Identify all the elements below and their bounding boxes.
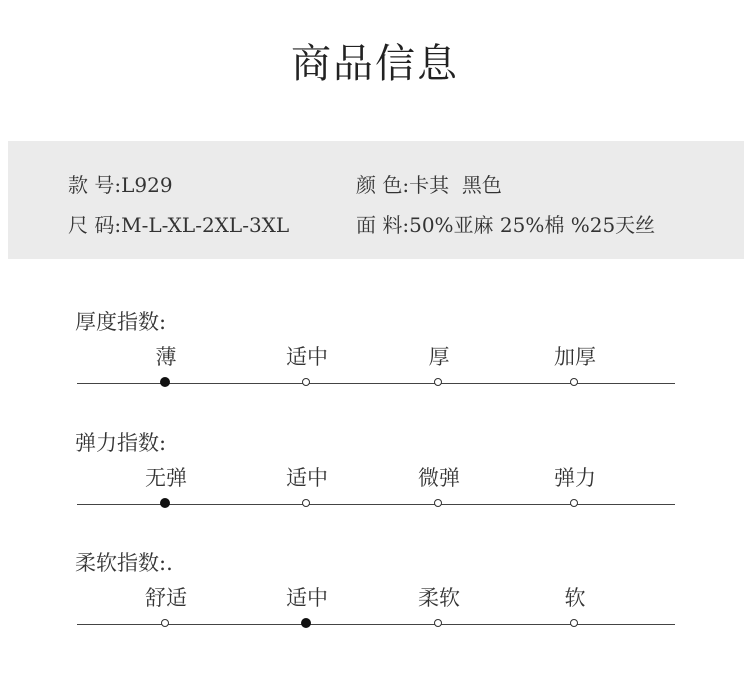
scale-option bbox=[505, 466, 645, 490]
fabric-label: 面 料: bbox=[356, 213, 410, 237]
size-label: 尺 码: bbox=[68, 213, 122, 237]
scale-option bbox=[237, 466, 377, 490]
thickness-scale bbox=[75, 306, 685, 416]
size-value: M-L-XL-2XL-3XL bbox=[121, 213, 290, 237]
scale-option bbox=[237, 345, 377, 369]
scale-option bbox=[369, 345, 509, 369]
size-row bbox=[68, 209, 289, 238]
elasticity-scale-title: 弹力指数: bbox=[75, 431, 167, 455]
scale-selected-dot bbox=[160, 377, 170, 387]
scale-dot bbox=[302, 499, 310, 507]
scale-option bbox=[369, 466, 509, 490]
scale-option bbox=[96, 345, 236, 369]
thickness-scale-title: 厚度指数: bbox=[75, 310, 167, 334]
scale-option bbox=[96, 586, 236, 610]
product-info-box bbox=[8, 141, 744, 259]
scale-dot bbox=[302, 378, 310, 386]
scale-selected-dot bbox=[301, 618, 311, 628]
color-row bbox=[356, 169, 502, 198]
scale-option-label: 适中 bbox=[286, 345, 328, 369]
style-number-row bbox=[68, 169, 173, 198]
scale-option-label: 软 bbox=[564, 586, 586, 610]
scale-option-label: 加厚 bbox=[554, 345, 596, 369]
softness-scale-title: 柔软指数:. bbox=[75, 551, 173, 575]
page-title: 商品信息 bbox=[291, 41, 459, 87]
scale-option-label: 微弹 bbox=[418, 466, 460, 490]
scale-option-label: 柔软 bbox=[418, 586, 460, 610]
style-number-value: L929 bbox=[121, 173, 173, 197]
scale-selected-dot bbox=[160, 498, 170, 508]
color-label: 颜 色: bbox=[356, 173, 410, 197]
scale-option-label: 适中 bbox=[286, 586, 328, 610]
scale-option bbox=[505, 586, 645, 610]
scale-option-label: 薄 bbox=[155, 345, 177, 369]
scale-option bbox=[237, 586, 377, 610]
scale-dot bbox=[161, 619, 169, 627]
scale-option-label: 无弹 bbox=[145, 466, 187, 490]
scale-option-label: 舒适 bbox=[145, 586, 187, 610]
scale-dot bbox=[434, 378, 442, 386]
elasticity-scale bbox=[75, 427, 685, 537]
scale-option-label: 厚 bbox=[428, 345, 450, 369]
scale-dot bbox=[434, 619, 442, 627]
color-value: 卡其 黑色 bbox=[409, 173, 502, 197]
style-number-label: 款 号: bbox=[68, 173, 122, 197]
scale-dot bbox=[570, 619, 578, 627]
scale-option bbox=[369, 586, 509, 610]
scale-dot bbox=[570, 499, 578, 507]
fabric-row bbox=[356, 209, 655, 238]
scale-dot bbox=[434, 499, 442, 507]
scale-dot bbox=[570, 378, 578, 386]
fabric-value: 50%亚麻 25%棉 %25天丝 bbox=[409, 213, 656, 237]
softness-scale bbox=[75, 547, 685, 657]
scale-option-label: 适中 bbox=[286, 466, 328, 490]
scale-option-label: 弹力 bbox=[554, 466, 596, 490]
scale-option bbox=[505, 345, 645, 369]
scale-option bbox=[96, 466, 236, 490]
